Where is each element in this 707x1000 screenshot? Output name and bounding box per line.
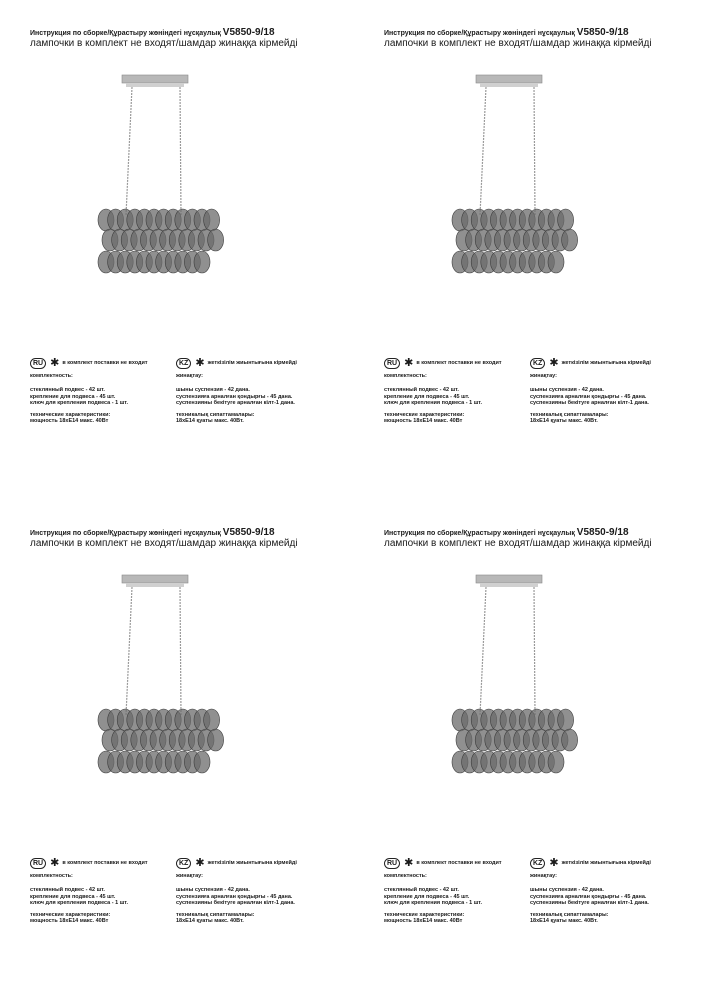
ru-not-included-note: в комплект поставки не входит xyxy=(62,360,148,366)
chandelier-illustration xyxy=(80,570,230,790)
ceiling-canopy xyxy=(476,75,542,83)
glass-disc xyxy=(204,209,220,231)
ru-tech-label: технические характеристики: xyxy=(384,411,465,418)
list-item: суспензияны бекітуге арналған кілт-1 дана. xyxy=(176,900,295,906)
ru-badge: RU xyxy=(384,858,400,869)
kz-tech-label: техникалық сипаттамалары: xyxy=(530,911,609,918)
kz-tech-value: 18xE14 қуаты макс. 40Вт. xyxy=(530,918,598,924)
ru-badge: RU xyxy=(30,858,46,869)
glass-disc xyxy=(194,251,210,273)
left-chain xyxy=(126,87,132,215)
glass-disc xyxy=(562,729,578,751)
list-item: суспензияға арналған қондырғы - 45 дана. xyxy=(530,893,647,900)
kz-section xyxy=(530,856,690,925)
ru-kit-list xyxy=(30,387,170,407)
kz-section xyxy=(530,356,690,425)
ru-tech-value: мощность 18xE14 макс. 40Вт xyxy=(30,418,109,424)
star-icon: ✱ xyxy=(404,857,414,869)
list-item: суспензияға арналған қондырғы - 45 дана. xyxy=(176,893,293,900)
glass-disc xyxy=(562,229,578,251)
kz-tech xyxy=(176,912,336,925)
ru-tech xyxy=(30,412,170,425)
bulbs-note: лампочки в комплект не входят/шамдар жинаққа кірмейді xyxy=(30,538,298,549)
instruction-title xyxy=(30,27,275,38)
kz-kit-list xyxy=(530,387,690,407)
kz-badge: KZ xyxy=(176,358,191,369)
list-item: суспензияға арналған қондырғы - 45 дана. xyxy=(176,393,293,400)
glass-disc xyxy=(208,229,224,251)
ru-tech xyxy=(384,912,524,925)
glass-discs xyxy=(452,209,578,273)
list-item: шыны суспензия - 42 дана. xyxy=(176,887,250,893)
ru-not-included-note: в комплект поставки не входит xyxy=(416,860,502,866)
list-item: стеклянный подвес - 42 шт. xyxy=(384,387,459,393)
kz-tech-label: техникалық сипаттамалары: xyxy=(176,911,255,918)
list-item: стеклянный подвес - 42 шт. xyxy=(384,887,459,893)
list-item: суспензияға арналған қондырғы - 45 дана. xyxy=(530,393,647,400)
kz-tech-label: техникалық сипаттамалары: xyxy=(176,411,255,418)
ru-kit-list xyxy=(384,387,524,407)
list-item: ключ для крепления подвеса - 1 шт. xyxy=(30,900,129,906)
kz-tech xyxy=(530,412,690,425)
ceiling-canopy xyxy=(476,575,542,583)
list-item: стеклянный подвес - 42 шт. xyxy=(30,387,105,393)
left-chain xyxy=(480,87,486,215)
star-icon: ✱ xyxy=(549,357,559,369)
chandelier-illustration xyxy=(434,570,584,790)
ru-kit-label: комплектность: xyxy=(30,373,73,379)
glass-disc xyxy=(548,751,564,773)
kz-not-included-note: жеткізілім жиынтығына кірмейді xyxy=(207,360,297,366)
star-icon: ✱ xyxy=(195,857,205,869)
kz-kit-label: жинақтау: xyxy=(530,373,557,379)
bulbs-note: лампочки в комплект не входят/шамдар жинаққа кірмейді xyxy=(384,538,652,549)
kz-not-included-note: жеткізілім жиынтығына кірмейді xyxy=(561,860,651,866)
list-item: шыны суспензия - 42 дана. xyxy=(530,387,604,393)
ru-tech-label: технические характеристики: xyxy=(30,411,111,418)
star-icon: ✱ xyxy=(50,857,60,869)
instruction-title xyxy=(384,27,629,38)
glass-disc xyxy=(548,251,564,273)
list-item: суспензияны бекітуге арналған кілт-1 дана. xyxy=(176,400,295,406)
kz-section xyxy=(176,856,336,925)
star-icon: ✱ xyxy=(195,357,205,369)
list-item: крепление для подвеса - 45 шт. xyxy=(30,393,116,400)
model-number: V5850-9/18 xyxy=(222,527,275,538)
kz-tech-value: 18xE14 қуаты макс. 40Вт. xyxy=(176,918,244,924)
kz-kit-label: жинақтау: xyxy=(530,873,557,879)
glass-disc xyxy=(204,709,220,731)
glass-disc xyxy=(558,209,574,231)
ceiling-canopy xyxy=(122,75,188,83)
list-item: ключ для крепления подвеса - 1 шт. xyxy=(30,400,129,406)
kz-not-included-note: жеткізілім жиынтығына кірмейді xyxy=(561,360,651,366)
ru-not-included-note: в комплект поставки не входит xyxy=(62,860,148,866)
kz-tech-value: 18xE14 қуаты макс. 40Вт. xyxy=(530,418,598,424)
ceiling-canopy xyxy=(122,575,188,583)
ru-tech xyxy=(384,412,524,425)
instruction-panel-2 xyxy=(354,0,707,500)
ru-tech-value: мощность 18xE14 макс. 40Вт xyxy=(384,418,463,424)
bulbs-note: лампочки в комплект не входят/шамдар жинаққа кірмейді xyxy=(384,38,652,49)
instruction-panel-1 xyxy=(0,0,353,500)
chandelier-illustration xyxy=(80,70,230,290)
ru-kit-list xyxy=(384,887,524,907)
kz-kit-label: жинақтау: xyxy=(176,873,203,879)
instruction-panel-3 xyxy=(0,500,353,1000)
ru-not-included-note: в комплект поставки не входит xyxy=(416,360,502,366)
right-chain xyxy=(180,87,181,215)
title-text: Инструкция по сборке/Құрастыру жөніндегі нұсқаулық xyxy=(30,30,221,37)
ru-badge: RU xyxy=(30,358,46,369)
kz-badge: KZ xyxy=(530,858,545,869)
ru-tech xyxy=(30,912,170,925)
glass-disc xyxy=(208,729,224,751)
kz-tech xyxy=(176,412,336,425)
chandelier-illustration xyxy=(434,70,584,290)
list-item: шыны суспензия - 42 дана. xyxy=(530,887,604,893)
star-icon: ✱ xyxy=(404,357,414,369)
star-icon: ✱ xyxy=(549,857,559,869)
kz-kit-list xyxy=(176,387,336,407)
list-item: крепление для подвеса - 45 шт. xyxy=(384,893,470,900)
list-item: стеклянный подвес - 42 шт. xyxy=(30,887,105,893)
ru-kit-label: комплектность: xyxy=(384,873,427,879)
left-chain xyxy=(480,587,486,715)
kz-not-included-note: жеткізілім жиынтығына кірмейді xyxy=(207,860,297,866)
kz-badge: KZ xyxy=(176,858,191,869)
ru-kit-label: комплектность: xyxy=(384,373,427,379)
ru-tech-value: мощность 18xE14 макс. 40Вт xyxy=(30,918,109,924)
right-chain xyxy=(534,587,535,715)
kz-kit-label: жинақтау: xyxy=(176,373,203,379)
ru-section xyxy=(384,856,524,925)
glass-discs xyxy=(98,209,224,273)
ru-section xyxy=(30,356,170,425)
title-text: Инструкция по сборке/Құрастыру жөніндегі нұсқаулық xyxy=(30,530,221,537)
list-item: суспензияны бекітуге арналған кілт-1 дана. xyxy=(530,400,649,406)
right-chain xyxy=(534,87,535,215)
canopy-base xyxy=(126,583,184,587)
ru-section xyxy=(384,356,524,425)
kz-kit-list xyxy=(176,887,336,907)
canopy-base xyxy=(126,83,184,87)
kz-kit-list xyxy=(530,887,690,907)
ru-tech-label: технические характеристики: xyxy=(30,911,111,918)
ru-kit-label: комплектность: xyxy=(30,873,73,879)
title-text: Инструкция по сборке/Құрастыру жөніндегі нұсқаулық xyxy=(384,30,575,37)
instruction-title xyxy=(384,527,629,538)
canopy-base xyxy=(480,583,538,587)
glass-discs xyxy=(452,709,578,773)
list-item: суспензияны бекітуге арналған кілт-1 дана. xyxy=(530,900,649,906)
title-text: Инструкция по сборке/Құрастыру жөніндегі нұсқаулық xyxy=(384,530,575,537)
list-item: крепление для подвеса - 45 шт. xyxy=(384,393,470,400)
right-chain xyxy=(180,587,181,715)
bulbs-note: лампочки в комплект не входят/шамдар жинаққа кірмейді xyxy=(30,38,298,49)
kz-badge: KZ xyxy=(530,358,545,369)
ru-tech-value: мощность 18xE14 макс. 40Вт xyxy=(384,918,463,924)
ru-tech-label: технические характеристики: xyxy=(384,911,465,918)
kz-tech xyxy=(530,912,690,925)
ru-badge: RU xyxy=(384,358,400,369)
model-number: V5850-9/18 xyxy=(222,27,275,38)
ru-section xyxy=(30,856,170,925)
list-item: ключ для крепления подвеса - 1 шт. xyxy=(384,900,483,906)
ru-kit-list xyxy=(30,887,170,907)
canopy-base xyxy=(480,83,538,87)
instruction-panel-4 xyxy=(354,500,707,1000)
model-number: V5850-9/18 xyxy=(576,527,629,538)
glass-disc xyxy=(558,709,574,731)
glass-discs xyxy=(98,709,224,773)
left-chain xyxy=(126,587,132,715)
glass-disc xyxy=(194,751,210,773)
kz-section xyxy=(176,356,336,425)
model-number: V5850-9/18 xyxy=(576,27,629,38)
instruction-title xyxy=(30,527,275,538)
kz-tech-value: 18xE14 қуаты макс. 40Вт. xyxy=(176,418,244,424)
list-item: крепление для подвеса - 45 шт. xyxy=(30,893,116,900)
list-item: шыны суспензия - 42 дана. xyxy=(176,387,250,393)
kz-tech-label: техникалық сипаттамалары: xyxy=(530,411,609,418)
list-item: ключ для крепления подвеса - 1 шт. xyxy=(384,400,483,406)
star-icon: ✱ xyxy=(50,357,60,369)
